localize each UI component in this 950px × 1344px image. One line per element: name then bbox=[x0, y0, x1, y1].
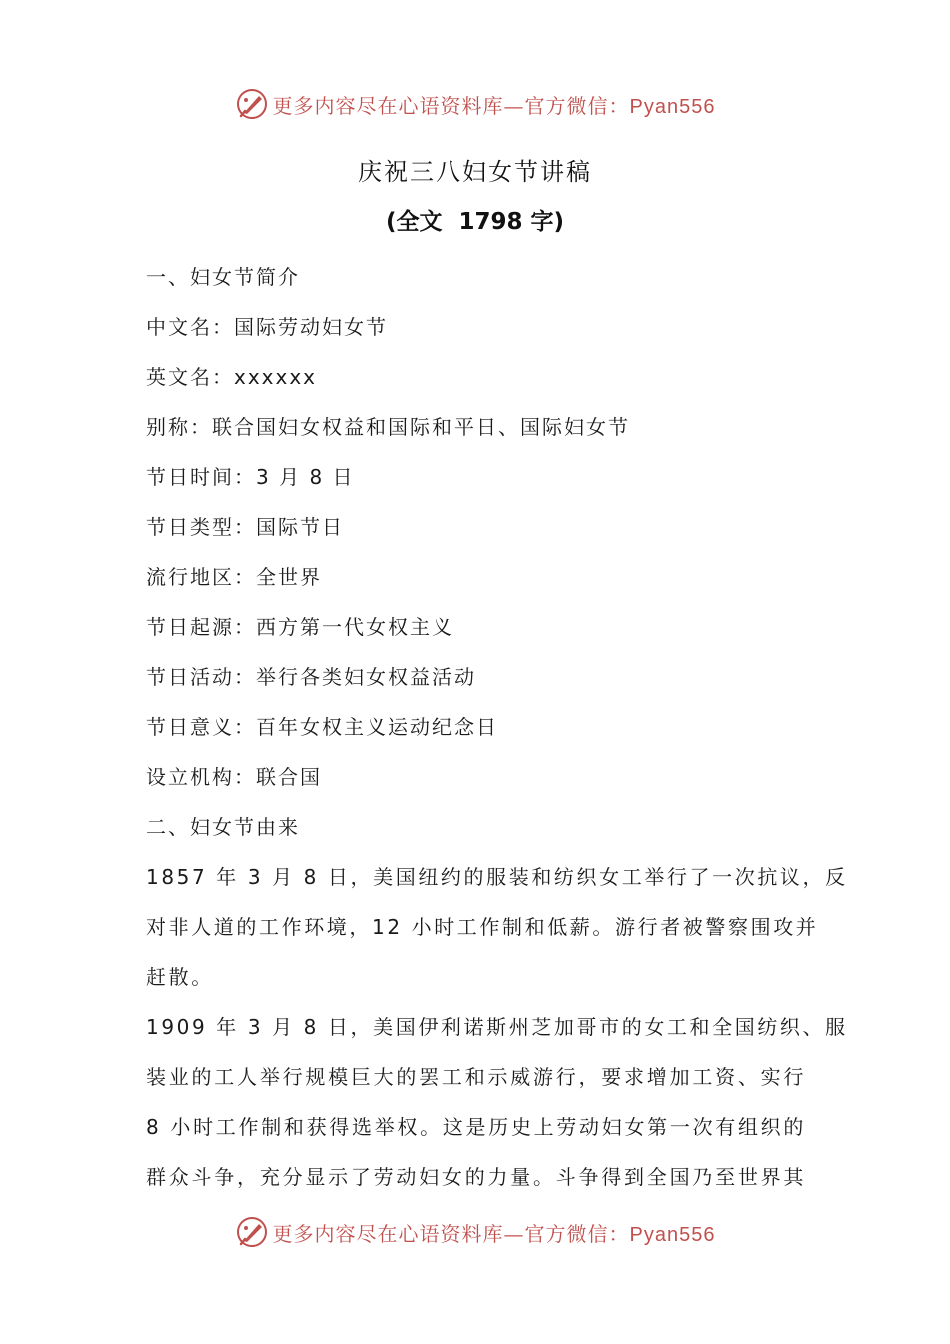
quill-logo-icon bbox=[235, 87, 269, 121]
paragraph-1909 bbox=[146, 1002, 848, 1202]
paragraph-1857 bbox=[146, 852, 848, 1002]
info-region: 流行地区：全世界 bbox=[146, 565, 322, 589]
paragraph-line: 1909 年 3 月 8 日，美国伊利诺斯州芝加哥市的女工和全国纺织、服 bbox=[146, 1015, 848, 1039]
watermark-text: 更多内容尽在心语资料库—官方微信：Pyan556 bbox=[272, 1221, 716, 1246]
info-significance: 节日意义：百年女权主义运动纪念日 bbox=[146, 715, 498, 739]
info-type: 节日类型：国际节日 bbox=[146, 515, 344, 539]
paragraph-line: 赶散。 bbox=[146, 965, 214, 989]
watermark-text: 更多内容尽在心语资料库—官方微信：Pyan556 bbox=[272, 93, 716, 118]
info-origin: 节日起源：西方第一代女权主义 bbox=[146, 615, 454, 639]
paragraph-line: 群众斗争，充分显示了劳动妇女的力量。斗争得到全国乃至世界其 bbox=[146, 1165, 806, 1189]
info-chinese-name: 中文名：国际劳动妇女节 bbox=[146, 315, 388, 339]
section-heading-intro: 一、妇女节简介 bbox=[146, 265, 300, 289]
paragraph-line: 8 小时工作制和获得选举权。这是历史上劳动妇女第一次有组织的 bbox=[146, 1115, 806, 1139]
watermark-wechat-id: Pyan556 bbox=[629, 1223, 716, 1246]
info-alias: 别称：联合国妇女权益和国际和平日、国际妇女节 bbox=[146, 415, 630, 439]
paragraph-line: 对非人道的工作环境，12 小时工作制和低薪。游行者被警察围攻并 bbox=[146, 915, 819, 939]
footer-watermark bbox=[0, 1210, 950, 1254]
paragraph-line: 装业的工人举行规模巨大的罢工和示威游行，要求增加工资、实行 bbox=[146, 1065, 806, 1089]
info-activities: 节日活动：举行各类妇女权益活动 bbox=[146, 665, 476, 689]
info-date: 节日时间：3 月 8 日 bbox=[146, 465, 355, 489]
quill-logo-icon bbox=[235, 1215, 269, 1249]
document-subtitle: (全文 1798 字) bbox=[385, 209, 565, 235]
document-title: 庆祝三八妇女节讲稿 bbox=[358, 158, 592, 186]
header-watermark bbox=[0, 82, 950, 126]
info-english-name: 英文名：xxxxxx bbox=[146, 365, 318, 389]
info-institution: 设立机构：联合国 bbox=[146, 765, 322, 789]
document-body bbox=[146, 252, 848, 1202]
section-heading-origin: 二、妇女节由来 bbox=[146, 815, 300, 839]
paragraph-line: 1857 年 3 月 8 日，美国纽约的服装和纺织女工举行了一次抗议，反 bbox=[146, 865, 848, 889]
watermark-wechat-id: Pyan556 bbox=[629, 95, 716, 118]
